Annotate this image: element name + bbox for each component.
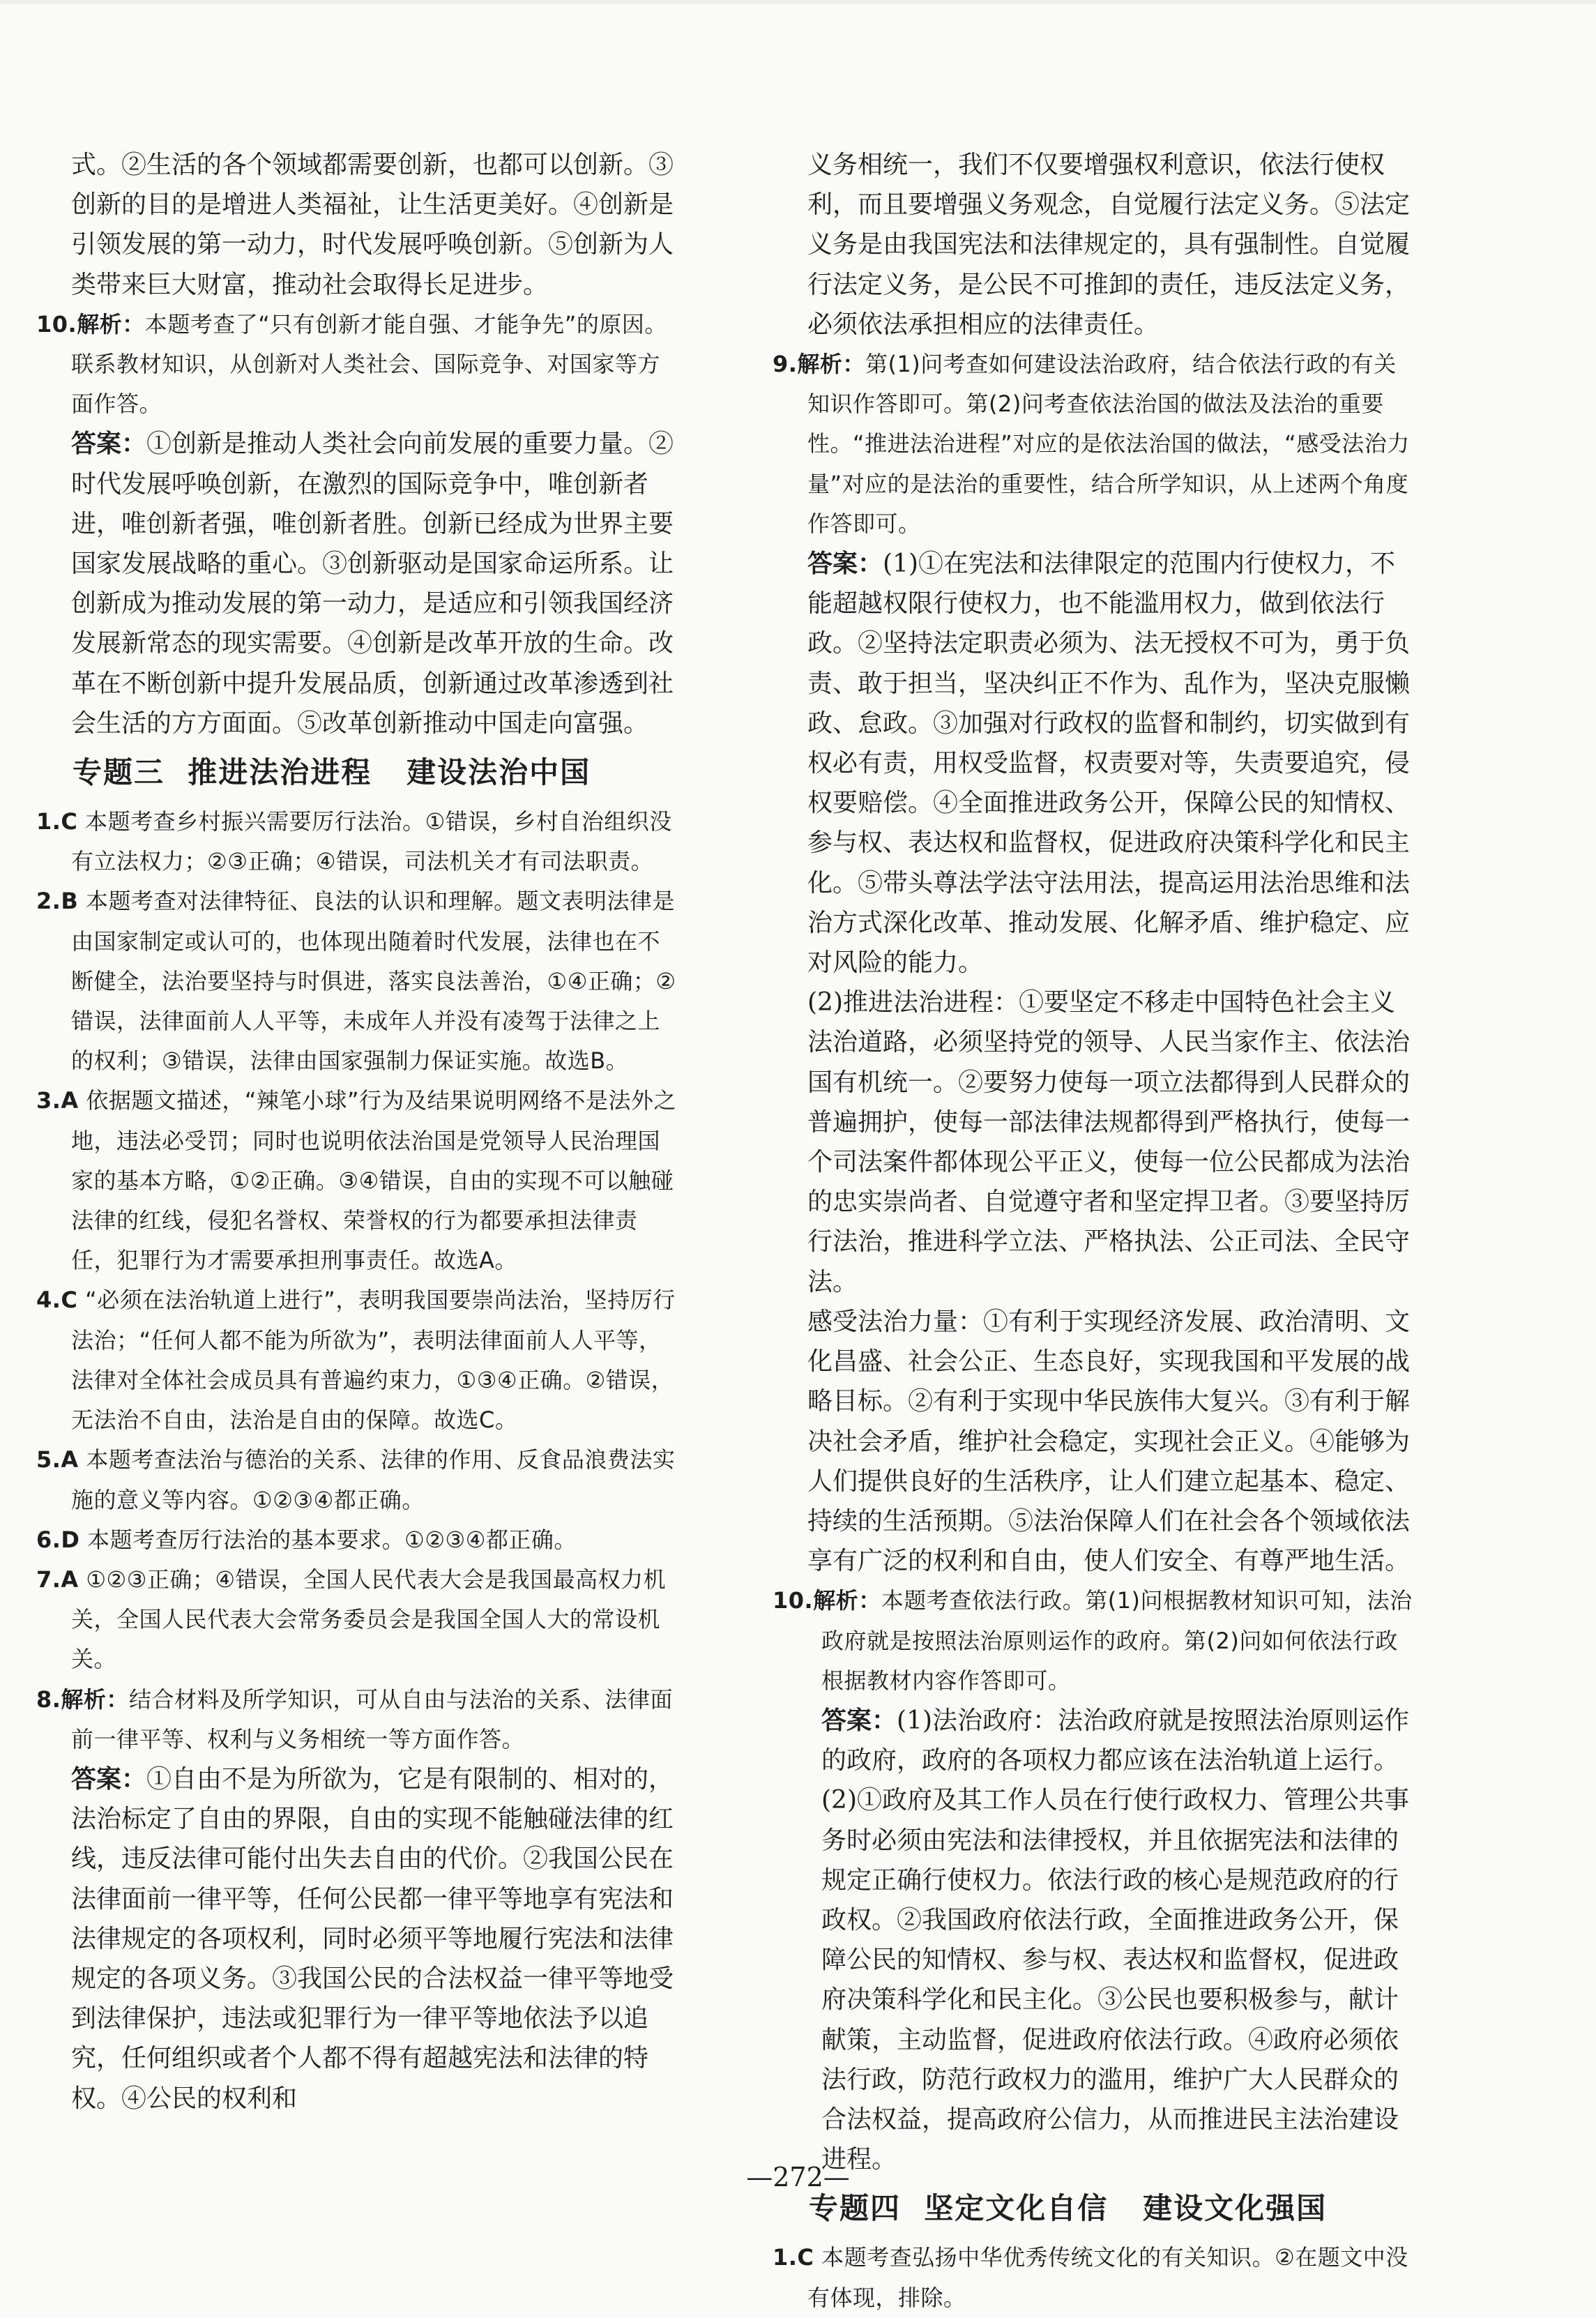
- item-text: 本题考查法治与德治的关系、法律的作用、反食品浪费法实施的意义等内容。①②③④都正确。: [71, 1446, 676, 1513]
- question-9: [773, 344, 1418, 1581]
- item-text: ①②③正确；④错误，全国人民代表大会是我国最高权力机关，全国人民代表大会常务委员会是我国全国人大的常设机关。: [71, 1566, 667, 1673]
- analysis-text: 本题考查了“只有创新才能自强、才能争先”的原因。联系教材知识，从创新对人类社会、国际竞争、对国家等方面作答。: [71, 310, 667, 418]
- item-number: 2.B: [36, 888, 79, 915]
- question-8: [36, 1680, 682, 2119]
- choice-item: [36, 1560, 682, 1680]
- analysis: [36, 305, 682, 425]
- question-number: 8.: [36, 1686, 61, 1713]
- item-text: “必须在法治轨道上进行”，表明我国要崇尚法治，坚持厉行法治；“任何人都不能为所欲为”，表明法律面前人人平等，法律对全体社会成员具有普遍约束力，①③④正确。②错误，无法治不自由，法治是自由的保障。故选C。: [71, 1287, 676, 1434]
- item-number: 1.C: [36, 808, 78, 835]
- question-number: 10.: [773, 1587, 814, 1614]
- section-title: 专题三 推进法治进程 建设法治中国: [73, 755, 591, 790]
- answer-label: 答案：: [821, 1706, 897, 1735]
- analysis-label: 解析：: [61, 1686, 129, 1713]
- analysis: [773, 1581, 1418, 1701]
- answer-part-3: 感受法治力量：①有利于实现经济发展、政治清明、文化昌盛、社会公正、生态良好，实现我国和平发展的战略目标。②有利于实现中华民族伟大复兴。③有利于解决社会矛盾，维护社会稳定，实现社会正义。④能够为人们提供良好的生活秩序，让人们建立起基本、稳定、持续的生活预期。⑤法治保障人们在社会各个领域依法享有广泛的权利和自由，使人们安全、有尊严地生活。: [807, 1307, 1411, 1576]
- choice-item: [36, 1081, 682, 1280]
- choice-item: [36, 881, 682, 1081]
- analysis: [36, 1680, 682, 1759]
- answer-text: ①创新是推动人类社会向前发展的重要力量。②时代发展呼唤创新，在激烈的国际竞争中，唯创新者进，唯创新者强，唯创新者胜。创新已经成为世界主要国家发展战略的重心。③创新驱动是国家命运所系。让创新成为推动发展的第一动力，是适应和引领我国经济发展新常态的现实需要。④创新是改革开放的生命。改革在不断创新中提升发展品质，创新通过改革渗透到社会生活的方方面面。⑤改革创新推动中国走向富强。: [71, 430, 674, 738]
- page-number: —272—: [746, 2162, 850, 2192]
- choice-item: [773, 2238, 1418, 2317]
- answer-part-2: (2)①政府及其工作人员在行使行政权力、管理公共事务时必须由宪法和法律授权，并且依据宪法和法律的规定正确行使权力。依法行政的核心是规范政府的行政权。②我国政府依法行政，全面推进政务公开，保障公民的知情权、参与权、表达权和监督权，促进政府决策科学化和民主化。③公民也要积极参与，献计献策，主动监督，促进政府依法行政。④政府必须依法行政，防范行政权力的滥用，维护广大人民群众的合法权益，提高政府公信力，从而推进民主法治建设进程。: [821, 1786, 1409, 2174]
- choice-item: [36, 1520, 682, 1560]
- analysis-text: 第(1)问考查如何建设法治政府，结合依法行政的有关知识作答即可。第(2)问考查依法治国的做法及法治的重要性。“推进法治进程”对应的是依法治国的做法，“感受法治力量”对应的是法治的重要性，结合所学知识，从上述两个角度作答即可。: [807, 351, 1410, 537]
- item-number: 5.A: [36, 1446, 79, 1474]
- item-number: 1.C: [773, 2244, 814, 2271]
- choice-item: [36, 1280, 682, 1440]
- analysis-text: 结合材料及所学知识，可从自由与法治的关系、法律面前一律平等、权利与义务相统一等方面作答。: [71, 1686, 673, 1752]
- analysis-text: 本题考查依法行政。第(1)问根据教材知识可知，法治政府就是按照法治原则运作的政府。第(2)问如何依法行政根据教材内容作答即可。: [821, 1587, 1413, 1694]
- item-text: 本题考查厉行法治的基本要求。①②③④都正确。: [87, 1526, 577, 1553]
- question-number: 10.: [36, 310, 77, 338]
- answer-label: 答案：: [71, 430, 147, 459]
- analysis-label: 解析：: [813, 1587, 881, 1614]
- item-number: 7.A: [36, 1566, 79, 1593]
- answer: [773, 544, 1418, 983]
- choice-items: [36, 802, 682, 1679]
- analysis: [773, 344, 1418, 544]
- item-text: 本题考查乡村振兴需要厉行法治。①错误，乡村自治组织没有立法权力；②③正确；④错误，司法机关才有司法职责。: [71, 808, 672, 875]
- item-text: 本题考查对法律特征、良法的认识和理解。题文表明法律是由国家制定或认可的，也体现出随着时代发展，法律也在不断健全，法治要坚持与时俱进，落实良法善治，①④正确；②错误，法律面前人人平等，未成年人并没有凌驾于法律之上的权利；③错误，法律由国家强制力保证实施。故选B。: [71, 888, 676, 1075]
- question-10: [36, 305, 682, 743]
- answer-part-1: (1)法治政府：法治政府就是按照法治原则运作的政府，政府的各项权力都应该在法治轨道上运行。: [821, 1706, 1410, 1775]
- item-number: 6.D: [36, 1526, 80, 1553]
- answer-label: 答案：: [807, 550, 883, 579]
- question-number: 9.: [773, 351, 798, 378]
- left-column: [36, 145, 682, 2119]
- top-edge: [0, 0, 1596, 4]
- right-column: [773, 145, 1418, 2318]
- choice-item: [36, 802, 682, 881]
- choice-items: [773, 2238, 1418, 2317]
- answer-part-1: (1)①在宪法和法律限定的范围内行使权力，不能超越权限行使权力，也不能滥用权力，做到依法行政。②坚持法定职责必须为、法无授权不可为，勇于负责、敢于担当，坚决纠正不作为、乱作为，坚决克服懒政、怠政。③加强对行政权的监督和制约，切实做到有权必有责，用权受监督，权责要对等，失责要追究，侵权要赔偿。④全面推进政务公开，保障公民的知情权、参与权、表达权和监督权，促进政府决策科学化和民主化。⑤带头尊法学法守法用法，提高运用法治思维和法治方式深化改革、推动发展、化解矛盾、维护稳定、应对风险的能力。: [807, 550, 1411, 978]
- continuation-text: 义务相统一，我们不仅要增强权利意识，依法行使权利，而且要增强义务观念，自觉履行法定义务。⑤法定义务是由我国宪法和法律规定的，具有强制性。自觉履行法定义务，是公民不可推卸的责任，违反法定义务，必须依法承担相应的法律责任。: [807, 151, 1411, 339]
- analysis-label: 解析：: [797, 351, 865, 378]
- choice-item: [36, 1440, 682, 1520]
- item-text: 依据题文描述，“辣笔小球”行为及结果说明网络不是法外之地，违法必受罚；同时也说明依法治国是党领导人民治理国家的基本方略，①②正确。③④错误，自由的实现不可以触碰法律的红线，侵犯名誉权、荣誉权的行为都要承担法律责任，犯罪行为才需要承担刑事责任。故选A。: [71, 1087, 677, 1274]
- question-10: [773, 1581, 1418, 2179]
- item-number: 3.A: [36, 1087, 79, 1114]
- item-text: 本题考查弘扬中华优秀传统文化的有关知识。②在题文中没有体现，排除。: [807, 2244, 1408, 2311]
- answer-label: 答案：: [71, 1764, 147, 1794]
- answer-part-2: (2)推进法治进程：①要坚定不移走中国特色社会主义法治道路，必须坚持党的领导、人民当家作主、依法治国有机统一。②要努力使每一项立法都得到人民群众的普遍拥护，使每一部法律法规都得到严格执行，使每一个司法案件都体现公平正义，使每一位公民都成为法治的忠实崇尚者、自觉遵守者和坚定捍卫者。③要坚持厉行法治，推进科学立法、严格执法、公正司法、全民守法。: [807, 988, 1411, 1296]
- analysis-label: 解析：: [77, 310, 145, 338]
- answer-text: ①自由不是为所欲为，它是有限制的、相对的，法治标定了自由的界限，自由的实现不能触碰法律的红线，违反法律可能付出失去自由的代价。②我国公民在法律面前一律平等，任何公民都一律平等地享有宪法和法律规定的各项权利，同时必须平等地履行宪法和法律规定的各项义务。③我国公民的合法权益一律平等地受到法律保护，违法或犯罪行为一律平等地依法予以追究，任何组织或者个人都不得有超越宪法和法律的特权。④公民的权利和: [71, 1764, 674, 2113]
- answer: [36, 424, 682, 743]
- item-number: 4.C: [36, 1287, 78, 1314]
- answer: [773, 1701, 1418, 1780]
- section-title: 专题四 坚定文化自信 建设文化强国: [809, 2191, 1328, 2226]
- continuation-text: 式。②生活的各个领域都需要创新，也都可以创新。③创新的目的是增进人类福祉，让生活更美好。④创新是引领发展的第一动力，时代发展呼唤创新。⑤创新为人类带来巨大财富，推动社会取得长足进步。: [71, 151, 674, 299]
- answer: [36, 1759, 682, 2119]
